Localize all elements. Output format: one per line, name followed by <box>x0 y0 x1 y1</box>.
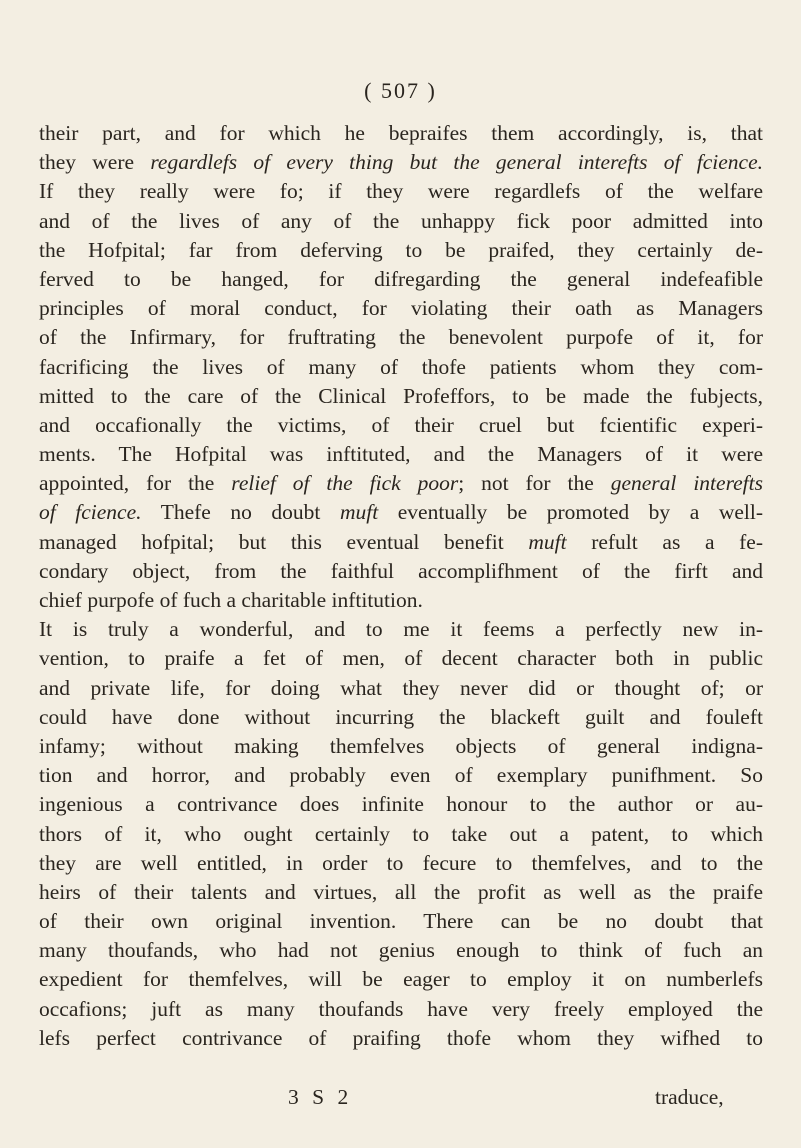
text-line <box>39 907 763 936</box>
text-run: ingenious a contrivance does infinite honour to the author or au- <box>39 792 763 817</box>
text-run: vention, to praife a fet of men, of decent character both in public <box>39 646 763 671</box>
text-run: they are well entitled, in order to fecure to themfelves, and to the <box>39 850 763 875</box>
text-line <box>39 177 763 206</box>
text-run: thors of it, who ought certainly to take out a patent, to which <box>39 821 763 846</box>
text-line <box>39 469 763 498</box>
text-line <box>39 557 763 586</box>
text-run: eventually be promoted by a well- <box>378 500 763 525</box>
text-line <box>39 382 763 411</box>
italic-run: of fcience. <box>39 500 142 525</box>
text-line <box>39 323 763 352</box>
text-run: Thefe no doubt <box>141 500 340 525</box>
text-run: they were <box>39 150 151 175</box>
text-run: condary object, from the faithful accomplifhment of the firft and <box>39 558 763 583</box>
text-line <box>39 411 763 440</box>
text-run: and occafionally the victims, of their cruel but fcientific experi- <box>39 412 763 437</box>
text-run: refult as a fe- <box>566 529 763 554</box>
text-line <box>39 236 763 265</box>
text-line <box>39 995 763 1024</box>
text-line <box>39 498 763 527</box>
text-line <box>39 965 763 994</box>
text-line <box>39 440 763 469</box>
text-run: mitted to the care of the Clinical Profeffors, to be made the fubjects, <box>39 383 763 408</box>
italic-run: regardlefs of every thing but the general interefts of fcience. <box>150 150 763 175</box>
body-text <box>39 119 763 1053</box>
italic-run: muft <box>339 500 379 525</box>
text-run: appointed, for the <box>39 471 232 496</box>
text-run: ; not for the <box>458 471 611 496</box>
text-line <box>39 353 763 382</box>
text-line <box>39 528 763 557</box>
text-line <box>39 878 763 907</box>
text-line <box>39 703 763 732</box>
text-line <box>39 820 763 849</box>
text-run: and of the lives of any of the unhappy fick poor admitted into <box>39 208 763 233</box>
text-line <box>39 148 763 177</box>
text-run: facrificing the lives of many of thofe patients whom they com- <box>39 354 763 379</box>
text-run: their part, and for which he bepraifes them accordingly, is, that <box>39 121 763 145</box>
text-line <box>39 790 763 819</box>
text-run: many thoufands, who had not genius enough to think of fuch an <box>39 938 763 963</box>
text-line <box>39 119 763 148</box>
text-run: It is truly a wonderful, and to me it feems a perfectly new in- <box>39 617 763 642</box>
text-run: heirs of their talents and virtues, all the profit as well as the praife <box>39 879 763 904</box>
text-run: managed hofpital; but this eventual benefit <box>39 529 529 554</box>
text-line <box>39 674 763 703</box>
text-line <box>39 207 763 236</box>
text-line <box>39 615 763 644</box>
text-run: of their own original invention. There can be no doubt that <box>39 909 763 934</box>
text-run: ferved to be hanged, for difregarding the general indefeafible <box>39 266 763 291</box>
text-line <box>39 586 763 615</box>
text-run: If they really were fo; if they were regardlefs of the welfare <box>39 179 763 204</box>
text-run: principles of moral conduct, for violating their oath as Managers <box>39 296 763 321</box>
text-line <box>39 761 763 790</box>
text-run: could have done without incurring the blackeft guilt and fouleft <box>39 704 763 729</box>
italic-run: relief of the fick poor <box>231 471 459 496</box>
italic-run: muft <box>528 529 567 554</box>
text-run: of the Infirmary, for fruftrating the benevolent purpofe of it, for <box>39 325 763 350</box>
text-run: and private life, for doing what they never did or thought of; or <box>39 675 763 700</box>
page-number: ( 507 ) <box>364 78 437 103</box>
text-run: ments. The Hofpital was inftituted, and the Managers of it were <box>39 442 763 467</box>
signature-mark: 3 S 2 <box>288 1085 353 1109</box>
text-run: occafions; juft as many thoufands have very freely employed the <box>39 996 763 1021</box>
italic-run: general interefts <box>610 471 763 496</box>
text-run: infamy; without making themfelves objects of general indigna- <box>39 733 763 758</box>
text-run: the Hofpital; far from deferving to be praifed, they certainly de- <box>39 237 763 262</box>
text-line <box>39 644 763 673</box>
catchword: traduce, <box>655 1085 724 1109</box>
text-line <box>39 732 763 761</box>
text-run: tion and horror, and probably even of exemplary punifhment. So <box>39 763 763 788</box>
text-line <box>39 849 763 878</box>
text-run: lefs perfect contrivance of praifing thofe whom they wifhed to <box>39 1025 763 1050</box>
text-run: expedient for themfelves, will be eager to employ it on numberlefs <box>39 967 763 992</box>
text-line <box>39 1024 763 1053</box>
text-line <box>39 265 763 294</box>
text-line <box>39 936 763 965</box>
text-run: chief purpofe of fuch a charitable inftitution. <box>39 588 423 612</box>
text-line <box>39 294 763 323</box>
